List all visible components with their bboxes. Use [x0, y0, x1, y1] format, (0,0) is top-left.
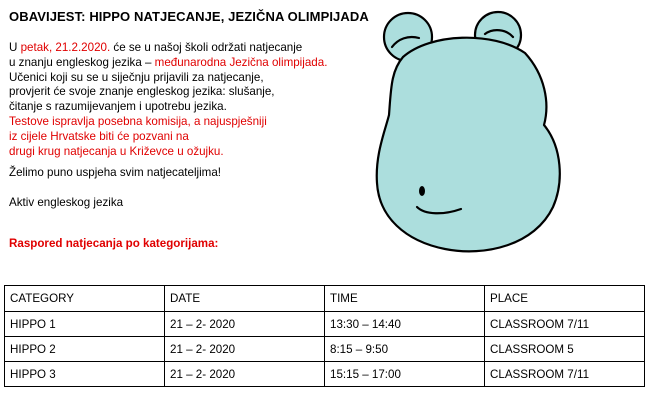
time-cell: 8:15 – 9:50 — [325, 337, 485, 362]
notice-line-8: drugi krug natjecanja u Križevce u ožujku. — [9, 144, 224, 158]
olympiad-name: međunarodna Jezična olimpijada — [154, 55, 325, 69]
date-cell: 21 – 2- 2020 — [165, 337, 325, 362]
category-cell: HIPPO 1 — [5, 312, 165, 337]
notice-line-1-end: će se u našoj školi održati natjecanje — [110, 41, 303, 54]
notice-line-1-start: U — [9, 41, 21, 54]
notice-line-5: čitanje s razumijevanjem i upotrebu jezika. — [9, 100, 227, 114]
notice-line-2-end: . — [324, 55, 328, 69]
hippo-face-icon — [375, 7, 565, 259]
notice-line-4: provjerit će svoje znanje engleskog jezika: slušanje, — [9, 85, 275, 99]
table-row — [5, 362, 645, 387]
notice-body — [9, 41, 327, 159]
notice-title: OBAVIJEST: HIPPO NATJECANJE, JEZIČNA OLIMPIJADA — [9, 9, 369, 24]
hippo-left-nostril — [419, 186, 425, 196]
good-luck-message: Želimo puno uspjeha svim natjecateljima! — [9, 166, 222, 179]
time-cell: 15:15 – 17:00 — [325, 362, 485, 387]
column-header-time: TIME — [325, 286, 485, 312]
notice-line-2 — [9, 56, 327, 71]
category-cell: HIPPO 3 — [5, 362, 165, 387]
table-row — [5, 337, 645, 362]
schedule-table — [4, 285, 645, 387]
place-cell: CLASSROOM 7/11 — [485, 312, 645, 337]
notice-line-2-start: u znanju engleskog jezika – — [9, 55, 155, 69]
table-header-row — [5, 286, 645, 312]
schedule-heading: Raspored natjecanja po kategorijama: — [9, 237, 219, 250]
column-header-category: CATEGORY — [5, 286, 165, 312]
column-header-place: PLACE — [485, 286, 645, 312]
hippo-head — [377, 38, 560, 252]
table-row — [5, 312, 645, 337]
place-cell: CLASSROOM 5 — [485, 337, 645, 362]
time-cell: 13:30 – 14:40 — [325, 312, 485, 337]
date-cell: 21 – 2- 2020 — [165, 362, 325, 387]
notice-line-3: Učenici koji su se u siječnju prijavili za natjecanje, — [9, 70, 264, 84]
notice-line-1 — [9, 41, 327, 56]
date-cell: 21 – 2- 2020 — [165, 312, 325, 337]
signature: Aktiv engleskog jezika — [9, 196, 124, 209]
category-cell: HIPPO 2 — [5, 337, 165, 362]
column-header-date: DATE — [165, 286, 325, 312]
place-cell: CLASSROOM 7/11 — [485, 362, 645, 387]
notice-line-6: Testove ispravlja posebna komisija, a najuspješniji — [9, 114, 267, 128]
notice-line-7: iz cijele Hrvatske biti će pozvani na — [9, 129, 189, 143]
competition-date: petak, 21.2.2020. — [20, 41, 111, 54]
